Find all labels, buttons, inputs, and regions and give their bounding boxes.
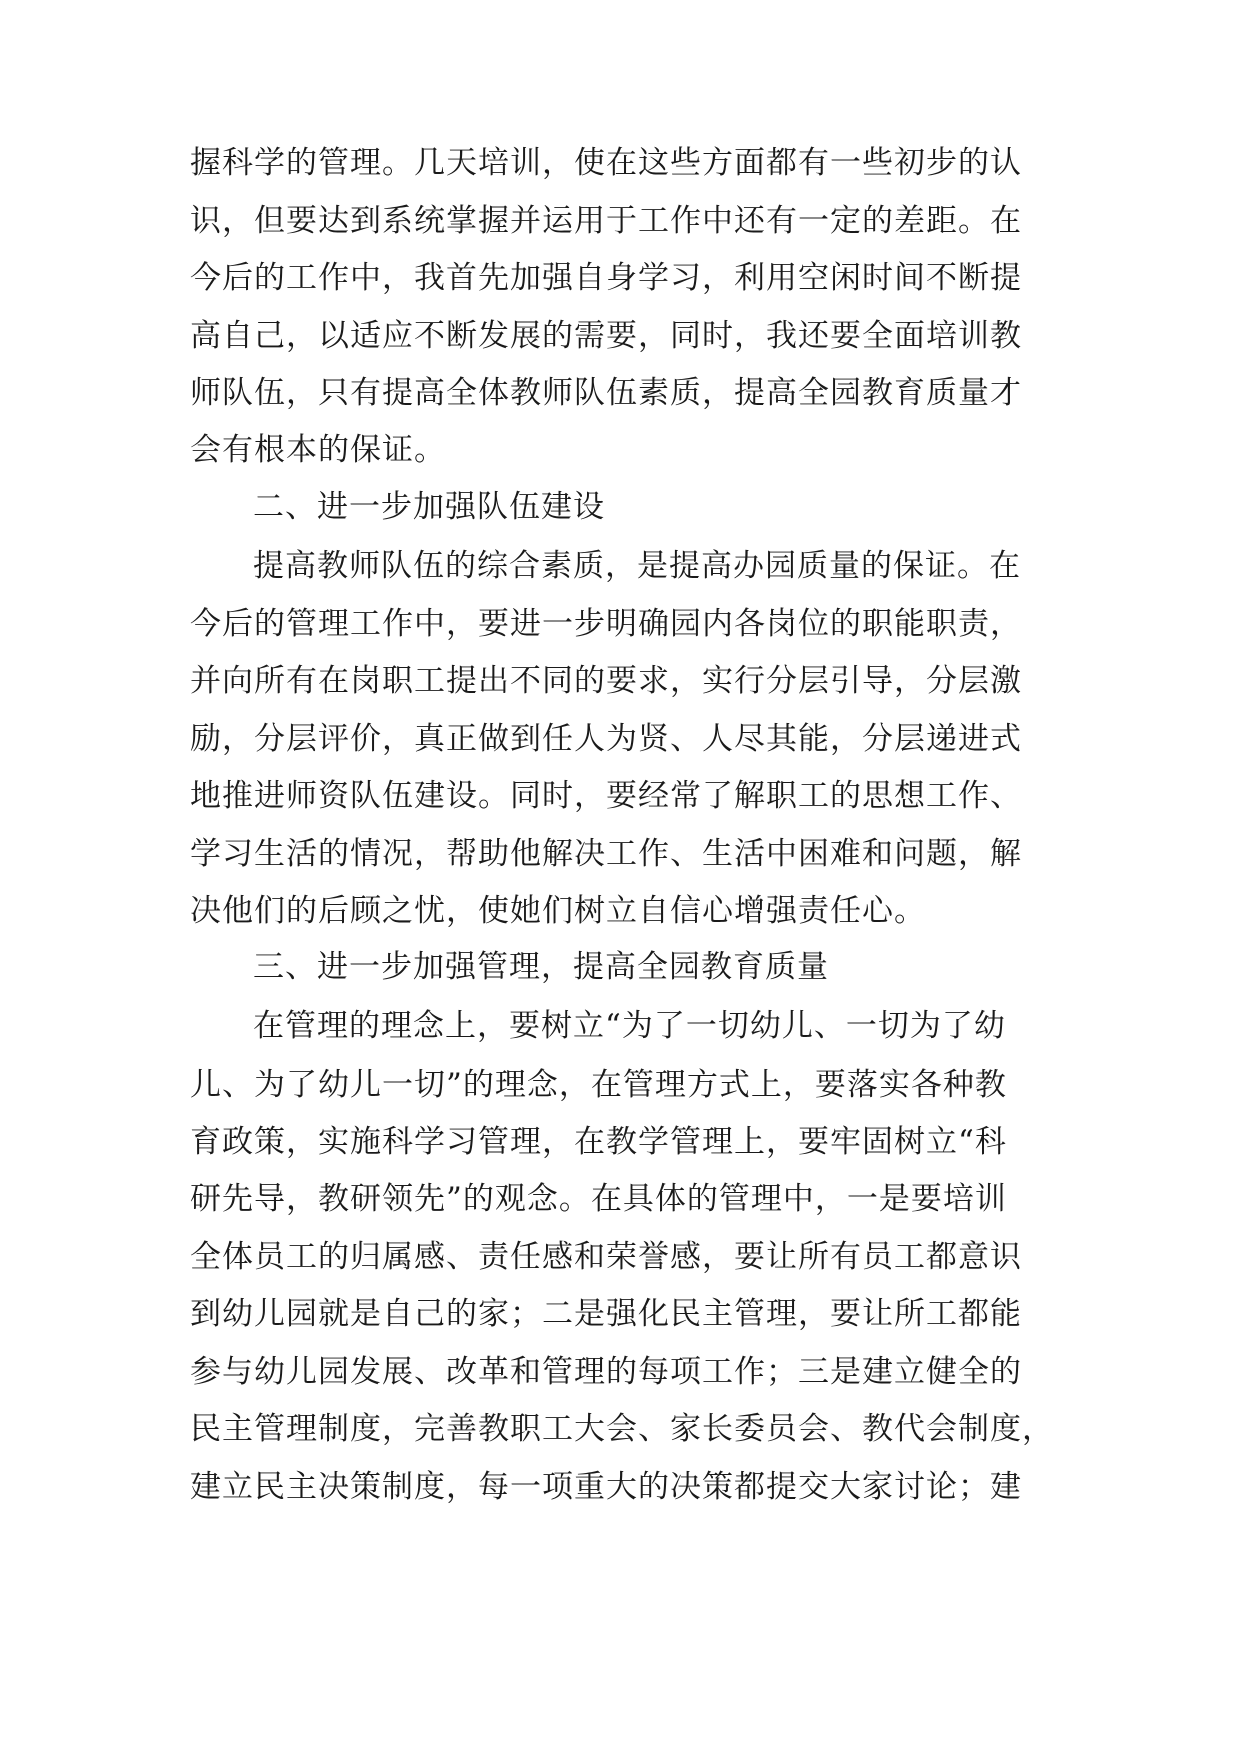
text-line: 励，分层评价，真正做到任人为贤、人尽其能，分层递进式 (190, 721, 1022, 757)
text-line: 研先导，教研领先”的观念。在具体的管理中，一是要培训 (190, 1181, 1007, 1217)
text-line: 到幼儿园就是自己的家；二是强化民主管理，要让所工都能 (190, 1296, 1022, 1332)
text-line: 全体员工的归属感、责任感和荣誉感，要让所有员工都意识 (190, 1239, 1022, 1275)
text-line: 高自己，以适应不断发展的需要，同时，我还要全面培训教 (190, 318, 1022, 354)
text-line: 识，但要达到系统掌握并运用于工作中还有一定的差距。在 (190, 203, 1022, 239)
text-line: 师队伍，只有提高全体教师队伍素质，提高全园教育质量才 (190, 375, 1022, 411)
section-heading-2: 二、进一步加强队伍建设 (253, 489, 605, 525)
text-line: 并向所有在岗职工提出不同的要求，实行分层引导，分层激 (190, 663, 1022, 699)
text-line: 在管理的理念上，要树立“为了一切幼儿、一切为了幼 (253, 1008, 1006, 1044)
text-line: 参与幼儿园发展、改革和管理的每项工作；三是建立健全的 (190, 1354, 1022, 1390)
text-line: 育政策，实施科学习管理，在教学管理上，要牢固树立“科 (190, 1124, 1007, 1160)
text-line: 今后的管理工作中，要进一步明确园内各岗位的职能职责， (190, 606, 1022, 642)
text-line: 握科学的管理。几天培训，使在这些方面都有一些初步的认 (190, 145, 1022, 181)
text-line: 地推进师资队伍建设。同时，要经常了解职工的思想工作、 (190, 778, 1022, 814)
section-heading-3: 三、进一步加强管理，提高全园教育质量 (253, 949, 829, 985)
text-line: 决他们的后顾之忧，使她们树立自信心增强责任心。 (190, 893, 926, 929)
text-line: 提高教师队伍的综合素质，是提高办园质量的保证。在 (253, 548, 1021, 584)
text-line: 会有根本的保证。 (190, 432, 446, 468)
text-line: 今后的工作中，我首先加强自身学习，利用空闲时间不断提 (190, 260, 1022, 296)
text-line: 建立民主决策制度，每一项重大的决策都提交大家讨论；建 (190, 1469, 1022, 1505)
text-line: 儿、为了幼儿一切”的理念，在管理方式上，要落实各种教 (190, 1067, 1007, 1103)
text-line: 民主管理制度，完善教职工大会、家长委员会、教代会制度， (190, 1411, 1054, 1447)
text-line: 学习生活的情况，帮助他解决工作、生活中困难和问题，解 (190, 836, 1022, 872)
